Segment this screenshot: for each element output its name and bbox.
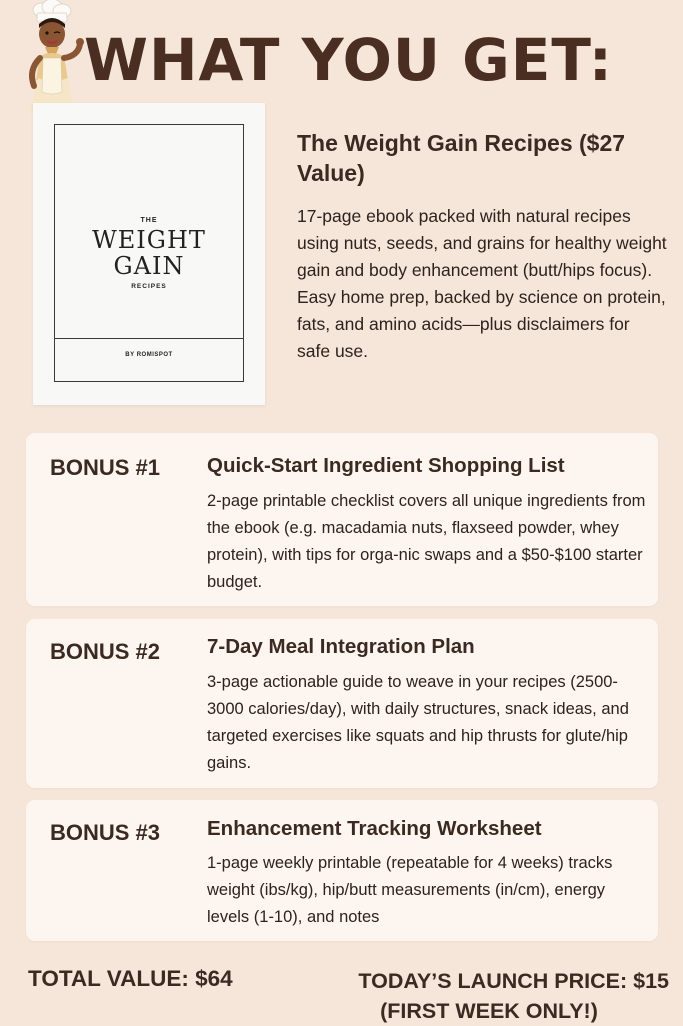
bonus-description: 2-page printable checklist covers all unique ingredients from the ebook (e.g. macadamia nuts, flaxseed powder, whey protein), with tips for orga-nic swaps and a $50-$100 starter budget. xyxy=(207,492,646,591)
bonus-title: Quick-Start Ingredient Shopping List xyxy=(207,454,565,477)
bonus-tag: BONUS #3 xyxy=(50,820,161,845)
total-value: TOTAL VALUE: $64 xyxy=(28,966,233,991)
page-headline: WHAT YOU GET: xyxy=(84,26,613,94)
launch-price-block xyxy=(297,966,669,1026)
bonus-tag: BONUS #2 xyxy=(50,639,161,664)
bonus-tag: BONUS #1 xyxy=(50,455,161,480)
main-product-title: The Weight Gain Recipes ($27 Value) xyxy=(297,130,626,186)
ebook-cover-the: THE xyxy=(140,217,158,224)
ebook-cover-divider xyxy=(55,338,243,339)
bonus-card-1 xyxy=(26,433,658,606)
ebook-cover-author: BY ROMISPOT xyxy=(125,352,173,358)
launch-note: (FIRST WEEK ONLY!) xyxy=(380,999,598,1023)
main-product-description: 17-page ebook packed with natural recipes using nuts, seeds, and grains for healthy weight gain and body enhancement (butt/hips focus). Easy home prep, backed by science on protein, fats, and amino acids—plus disclaimers for safe use. xyxy=(297,206,667,361)
bonus-card-3 xyxy=(26,800,658,941)
ebook-cover xyxy=(33,103,265,405)
bonus-title: 7-Day Meal Integration Plan xyxy=(207,635,475,658)
ebook-cover-title: WEIGHT GAIN xyxy=(92,226,206,280)
bonus-title: Enhancement Tracking Worksheet xyxy=(207,817,542,840)
bonus-description: 3-page actionable guide to weave in your recipes (2500-3000 calories/day), with daily structures, snack ideas, and targeted exercises like squats and hip thrusts for glute/hip gains. xyxy=(207,673,629,772)
launch-price: TODAY’S LAUNCH PRICE: $15 xyxy=(358,969,669,993)
ebook-cover-frame xyxy=(54,124,244,382)
bonus-card-2 xyxy=(26,619,658,788)
ebook-cover-recipes: RECIPES xyxy=(131,283,167,290)
bonus-description: 1-page weekly printable (repeatable for 4 weeks) tracks weight (ibs/kg), hip/butt measurements (in/cm), energy levels (1-10), and notes xyxy=(207,854,613,926)
